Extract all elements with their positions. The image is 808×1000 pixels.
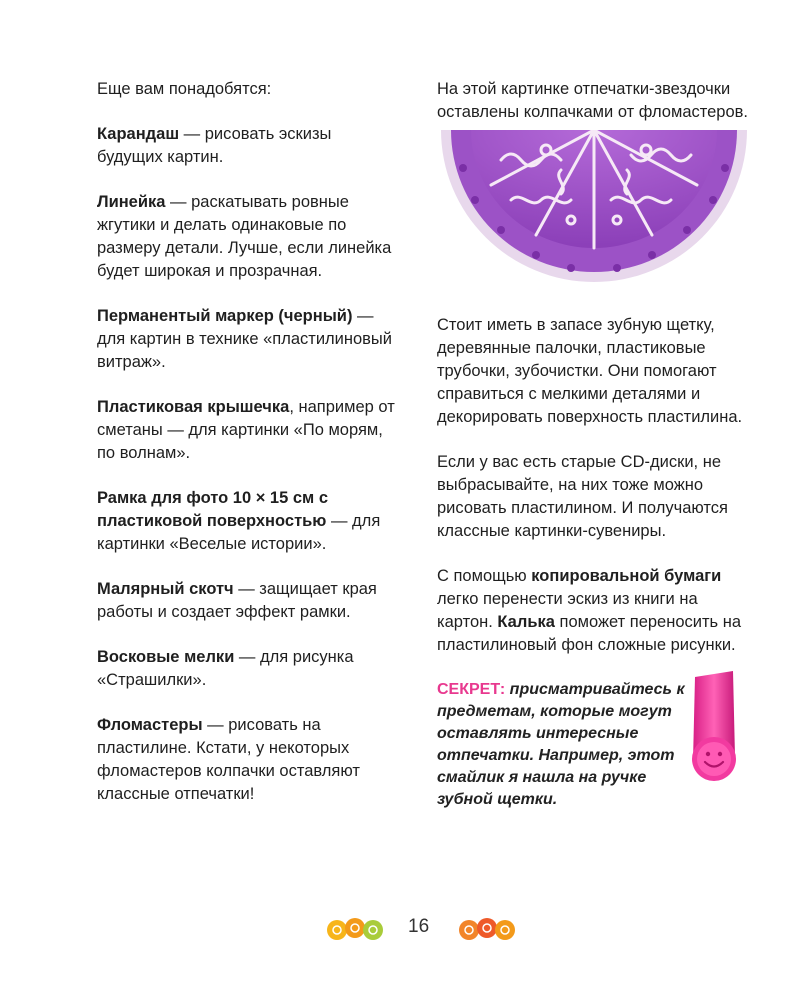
- para-marker: Перманентый маркер (черный) — для картин в технике «пластилиновый витраж».: [97, 307, 393, 371]
- page-number: 16: [408, 916, 430, 937]
- secret-text: СЕКРЕТ: присматривайтесь к предметам, которые могут оставлять интересные отпечатки. Например, этот смайлик я нашла на ручке зубной щетки.: [437, 681, 685, 808]
- para-lid: Пластиковая крышечка, например от сметаны — для картинки «По морям, по волнам».: [97, 398, 395, 462]
- page-footer: [0, 913, 808, 943]
- toothbrush-smiley-image: [673, 669, 743, 789]
- para-toothbrush: Стоит иметь в запасе зубную щетку, деревянные палочки, пластиковые трубочки, зубочистки. Они помогают справиться с мелкими деталями и декорировать поверхность пластилина.: [437, 316, 743, 426]
- para-crayons: Восковые мелки — для рисунка «Страшилки».: [97, 648, 354, 689]
- footer-dots-left: [326, 917, 386, 943]
- para-cd: Если у вас есть старые CD-диски, не выбрасывайте, на них тоже можно рисовать пластилином. И получаются классные картинки-сувениры.: [437, 453, 728, 540]
- secret-label: СЕКРЕТ:: [437, 681, 506, 698]
- para-carbon-paper: С помощью копировальной бумаги легко перенести эскиз из книги на картон. Калька поможет переносить на пластилиновый фон сложные рисунки.: [437, 567, 742, 654]
- footer-dots-right: [458, 917, 518, 943]
- left-column: [97, 78, 397, 828]
- right-column: [437, 78, 757, 811]
- secret-box: [437, 679, 757, 811]
- para-felt-pens: Фломастеры — рисовать на пластилине. Кстати, у некоторых фломастеров колпачки оставляют классные отпечатки!: [97, 716, 360, 803]
- plasticine-disc-image: [441, 130, 747, 282]
- para-intro: Еще вам понадобятся:: [97, 80, 272, 98]
- para-tape: Малярный скотч — защищает края работы и создает эффект рамки.: [97, 580, 377, 621]
- para-pencil: Карандаш — рисовать эскизы будущих картин.: [97, 125, 332, 166]
- image-caption: На этой картинке отпечатки-звездочки оставлены колпачками от фломастеров.: [437, 80, 748, 121]
- para-frame: Рамка для фото 10 × 15 см с пластиковой поверхностью — для картинки «Веселые истории».: [97, 489, 381, 553]
- para-ruler: Линейка — раскатывать ровные жгутики и делать одинаковые по размеру детали. Лучше, если линейка будет широкая и прозрачная.: [97, 193, 392, 280]
- disc-illustration: [441, 130, 747, 282]
